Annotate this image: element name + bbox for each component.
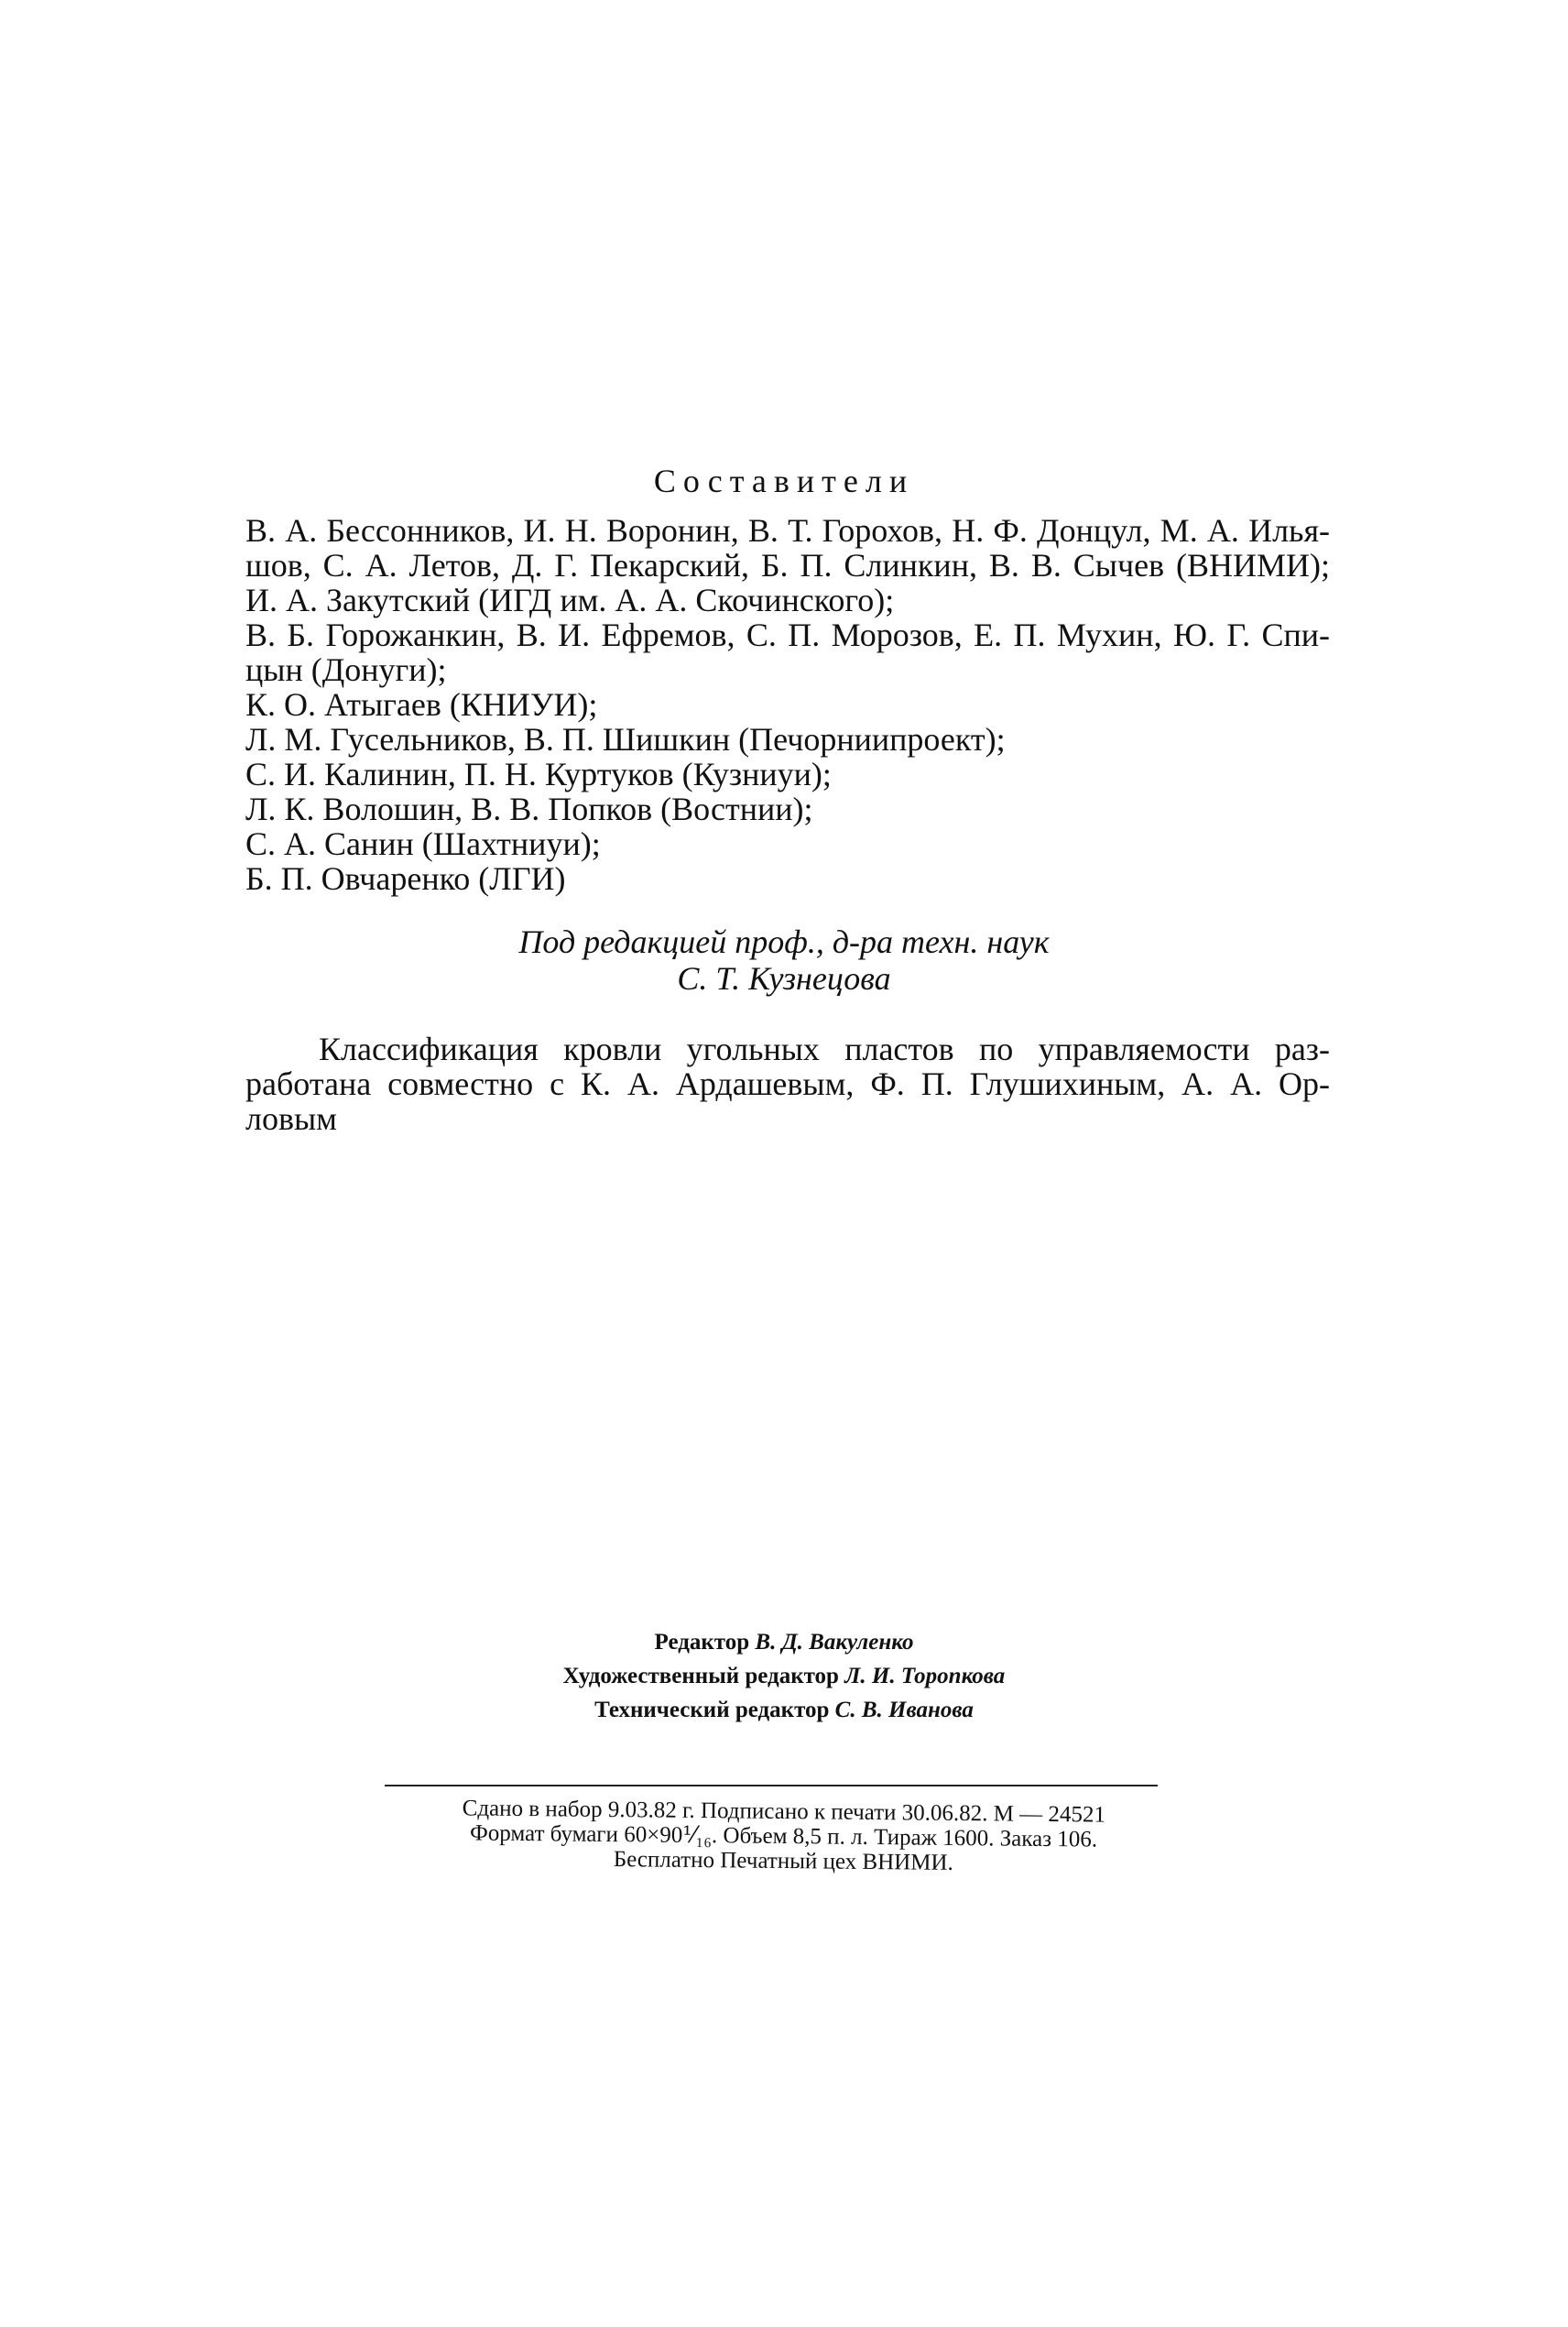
- art-editor-row: [0, 1659, 1568, 1693]
- editor-row: [0, 1625, 1568, 1659]
- edited-by-name: С. Т. Кузнецова: [677, 960, 891, 997]
- edited-by-block: [0, 923, 1568, 997]
- editor-role: Редактор: [654, 1630, 750, 1655]
- authors-line: Л. М. Гусельников, В. П. Шишкин (Печорниипроект);: [245, 721, 1006, 758]
- imprint-line: Сдано в набор 9.03.82 г. Подписано к печати 30.06.82. М — 24521: [462, 1796, 1106, 1828]
- imprint-block: [0, 1791, 1568, 1882]
- authors-line: В. Б. Горожанкин, В. И. Ефремов, С. П. Морозов, Е. П. Мухин, Ю. Г. Спи-: [245, 617, 1330, 653]
- editor-name: Л. И. Торопкова: [844, 1664, 1006, 1688]
- authors-line: С. И. Калинин, П. Н. Куртуков (Кузниуи);: [245, 756, 832, 792]
- editors-block: [0, 1625, 1568, 1727]
- authors-line: Л. К. Волошин, В. В. Попков (Востнии);: [245, 791, 813, 827]
- editor-name: С. В. Иванова: [834, 1698, 974, 1722]
- authors-line: Б. П. Овчаренко (ЛГИ): [245, 860, 566, 897]
- authors-line: цын (Донуги);: [245, 651, 447, 688]
- editor-name: В. Д. Вакуленко: [755, 1630, 914, 1655]
- edited-by-line: Под редакцией проф., д-ра техн. наук: [518, 923, 1050, 960]
- divider-rule: [385, 1785, 1158, 1786]
- authors-line: С. А. Санин (Шахтниуи);: [245, 825, 601, 862]
- imprint-line: Формат бумаги 60×90⅟₁₆. Объем 8,5 п. л. Тираж 1600. Заказ 106.: [469, 1820, 1098, 1852]
- paragraph-line: ловым: [245, 1100, 337, 1137]
- paragraph-line: Классификация кровли угольных пластов по управляемости раз-: [319, 1031, 1330, 1067]
- authors-line: В. А. Бессонников, И. Н. Воронин, В. Т. Горохов, Н. Ф. Донцул, М. А. Илья-: [245, 512, 1330, 549]
- authors-line: И. А. Закутский (ИГД им. А. А. Скочинского);: [245, 582, 895, 618]
- imprint-line: Бесплатно Печатный цех ВНИМИ.: [613, 1847, 953, 1875]
- compilers-heading: Составители: [653, 463, 915, 499]
- editor-role: Художественный редактор: [562, 1664, 839, 1688]
- tech-editor-row: [0, 1693, 1568, 1727]
- authors-list: [245, 513, 1330, 896]
- editor-role: Технический редактор: [594, 1698, 830, 1722]
- authors-line: шов, С. А. Летов, Д. Г. Пекарский, Б. П. Слинкин, В. В. Сычев (ВНИМИ);: [245, 547, 1330, 584]
- authors-line: К. О. Атыгаев (КНИУИ);: [245, 686, 598, 723]
- classification-paragraph: [245, 1032, 1330, 1136]
- paragraph-line: работана совместно с К. А. Ардашевым, Ф. П. Глушихиным, А. А. Ор-: [245, 1065, 1330, 1102]
